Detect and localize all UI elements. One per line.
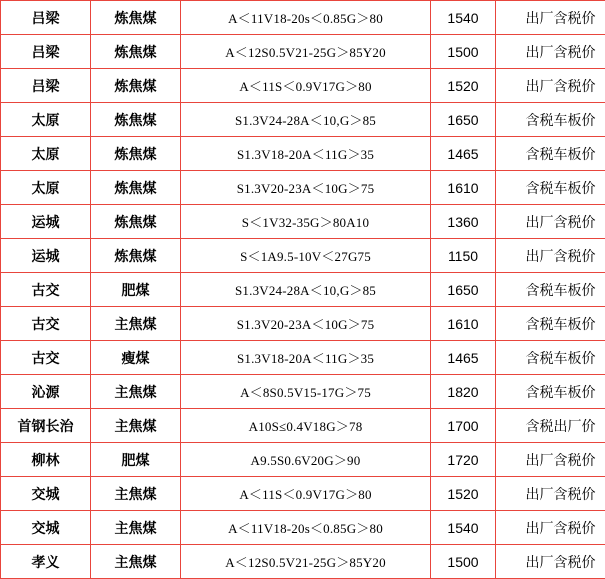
table-row <box>1 205 605 239</box>
table-body <box>1 1 605 579</box>
cell-spec: A＜11V18-20s＜0.85G＞80 <box>181 1 431 35</box>
cell-spec: A＜11S＜0.9V17G＞80 <box>181 69 431 103</box>
cell-spec: A9.5S0.6V20G＞90 <box>181 443 431 477</box>
cell-price: 1540 <box>431 1 496 35</box>
table-row <box>1 511 605 545</box>
cell-spec: A＜11V18-20s＜0.85G＞80 <box>181 511 431 545</box>
cell-region: 古交 <box>1 307 91 341</box>
cell-spec: S1.3V24-28A＜10,G＞85 <box>181 273 431 307</box>
cell-spec: A＜11S＜0.9V17G＞80 <box>181 477 431 511</box>
cell-coal-type: 肥煤 <box>91 443 181 477</box>
cell-region: 太原 <box>1 137 91 171</box>
cell-price: 1520 <box>431 477 496 511</box>
cell-price-note: 出厂含税价 <box>496 443 605 477</box>
cell-price: 1540 <box>431 511 496 545</box>
cell-coal-type: 主焦煤 <box>91 477 181 511</box>
cell-spec: S1.3V18-20A＜11G＞35 <box>181 341 431 375</box>
table-row <box>1 409 605 443</box>
table-row <box>1 443 605 477</box>
cell-price: 1500 <box>431 545 496 579</box>
cell-region: 交城 <box>1 477 91 511</box>
cell-region: 柳林 <box>1 443 91 477</box>
cell-price: 1150 <box>431 239 496 273</box>
cell-spec: S1.3V20-23A＜10G＞75 <box>181 307 431 341</box>
cell-spec: A10S≤0.4V18G＞78 <box>181 409 431 443</box>
cell-price-note: 含税车板价 <box>496 341 605 375</box>
table-row <box>1 171 605 205</box>
table-row <box>1 341 605 375</box>
cell-price: 1360 <box>431 205 496 239</box>
cell-coal-type: 炼焦煤 <box>91 171 181 205</box>
cell-coal-type: 主焦煤 <box>91 409 181 443</box>
table-row <box>1 273 605 307</box>
cell-price: 1610 <box>431 307 496 341</box>
cell-price-note: 出厂含税价 <box>496 1 605 35</box>
cell-region: 吕梁 <box>1 35 91 69</box>
cell-region: 首钢长治 <box>1 409 91 443</box>
table-row <box>1 477 605 511</box>
cell-coal-type: 炼焦煤 <box>91 35 181 69</box>
cell-coal-type: 主焦煤 <box>91 375 181 409</box>
table-row <box>1 545 605 579</box>
cell-coal-type: 主焦煤 <box>91 511 181 545</box>
table-row <box>1 239 605 273</box>
cell-price-note: 含税出厂价 <box>496 409 605 443</box>
cell-spec: A＜8S0.5V15-17G＞75 <box>181 375 431 409</box>
table-row <box>1 375 605 409</box>
cell-spec: S1.3V20-23A＜10G＞75 <box>181 171 431 205</box>
cell-region: 孝义 <box>1 545 91 579</box>
cell-price: 1500 <box>431 35 496 69</box>
cell-price: 1720 <box>431 443 496 477</box>
cell-coal-type: 炼焦煤 <box>91 69 181 103</box>
cell-region: 古交 <box>1 341 91 375</box>
cell-coal-type: 瘦煤 <box>91 341 181 375</box>
cell-coal-type: 炼焦煤 <box>91 1 181 35</box>
cell-price: 1700 <box>431 409 496 443</box>
cell-coal-type: 主焦煤 <box>91 545 181 579</box>
cell-price: 1610 <box>431 171 496 205</box>
cell-region: 吕梁 <box>1 1 91 35</box>
cell-price-note: 含税车板价 <box>496 273 605 307</box>
cell-region: 运城 <box>1 239 91 273</box>
cell-coal-type: 炼焦煤 <box>91 103 181 137</box>
cell-region: 古交 <box>1 273 91 307</box>
table-row <box>1 103 605 137</box>
cell-spec: S＜1V32-35G＞80A10 <box>181 205 431 239</box>
cell-spec: A＜12S0.5V21-25G＞85Y20 <box>181 545 431 579</box>
cell-price: 1650 <box>431 273 496 307</box>
cell-region: 运城 <box>1 205 91 239</box>
cell-price-note: 含税车板价 <box>496 103 605 137</box>
cell-price-note: 出厂含税价 <box>496 239 605 273</box>
cell-region: 交城 <box>1 511 91 545</box>
cell-price-note: 出厂含税价 <box>496 511 605 545</box>
cell-spec: S＜1A9.5-10V＜27G75 <box>181 239 431 273</box>
cell-coal-type: 肥煤 <box>91 273 181 307</box>
cell-price-note: 出厂含税价 <box>496 35 605 69</box>
cell-price-note: 含税车板价 <box>496 171 605 205</box>
cell-spec: A＜12S0.5V21-25G＞85Y20 <box>181 35 431 69</box>
cell-region: 太原 <box>1 171 91 205</box>
cell-price: 1820 <box>431 375 496 409</box>
cell-price-note: 出厂含税价 <box>496 205 605 239</box>
cell-region: 沁源 <box>1 375 91 409</box>
cell-price: 1520 <box>431 69 496 103</box>
table-row <box>1 1 605 35</box>
cell-price: 1650 <box>431 103 496 137</box>
cell-coal-type: 炼焦煤 <box>91 205 181 239</box>
cell-coal-type: 炼焦煤 <box>91 137 181 171</box>
cell-coal-type: 主焦煤 <box>91 307 181 341</box>
table-row <box>1 137 605 171</box>
table-row <box>1 307 605 341</box>
cell-coal-type: 炼焦煤 <box>91 239 181 273</box>
cell-price: 1465 <box>431 137 496 171</box>
cell-price-note: 含税车板价 <box>496 375 605 409</box>
table-row <box>1 69 605 103</box>
table-row <box>1 35 605 69</box>
cell-price-note: 出厂含税价 <box>496 69 605 103</box>
cell-price-note: 出厂含税价 <box>496 477 605 511</box>
cell-price-note: 含税车板价 <box>496 137 605 171</box>
cell-price: 1465 <box>431 341 496 375</box>
cell-spec: S1.3V24-28A＜10,G＞85 <box>181 103 431 137</box>
cell-region: 太原 <box>1 103 91 137</box>
cell-price-note: 出厂含税价 <box>496 545 605 579</box>
cell-price-note: 含税车板价 <box>496 307 605 341</box>
cell-region: 吕梁 <box>1 69 91 103</box>
cell-spec: S1.3V18-20A＜11G＞35 <box>181 137 431 171</box>
